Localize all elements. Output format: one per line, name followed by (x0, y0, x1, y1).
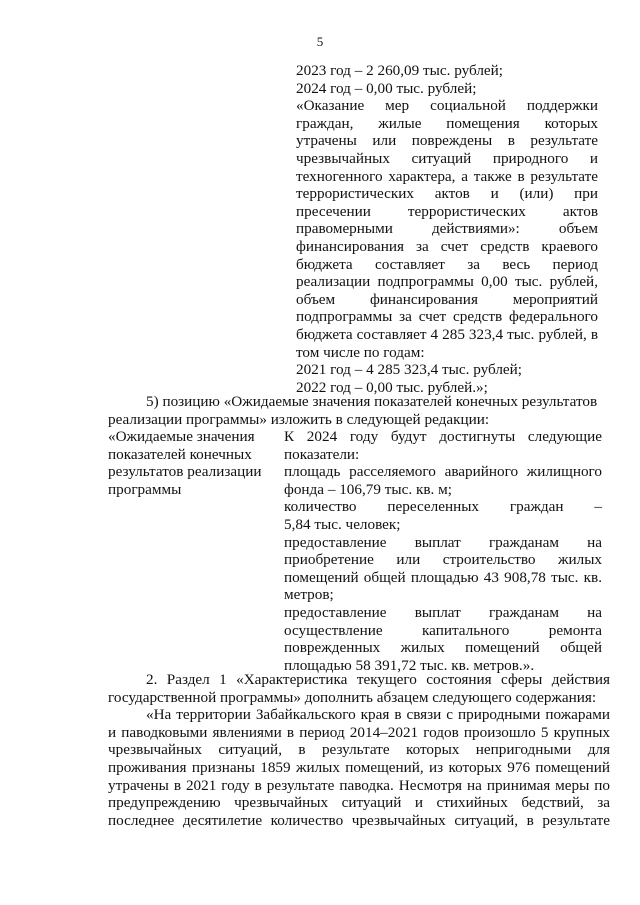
text-line: правомерными действиями»: объем (296, 220, 598, 238)
text-line: объем финансирования мероприятий (296, 290, 598, 308)
paragraph-line: и паводковыми явлениями в период 2014–2021 годов произошло 5 крупных (108, 723, 610, 741)
paragraph-line: предупреждению чрезвычайных ситуаций и стихийных бедствий, за (108, 794, 610, 812)
paragraph-line: 2. Раздел 1 «Характеристика текущего состояния сферы действия (146, 671, 610, 688)
text-line: том числе по годам: (296, 343, 425, 361)
text-line: чрезвычайных ситуаций природного и (296, 150, 598, 167)
table-value-line: площадью 58 391,72 тыс. кв. метров.». (284, 656, 535, 674)
table-value-line: помещений общей площадью 43 908,78 тыс. кв. (284, 568, 602, 586)
text-line: «Оказание мер социальной поддержки (296, 97, 598, 115)
text-line: 2023 год – 2 260,09 тыс. рублей; (296, 62, 504, 79)
table-label-line: результатов реализации (108, 463, 262, 481)
table-value-line: осуществление капитального ремонта (284, 621, 602, 639)
table-value-line: показатели: (284, 445, 360, 463)
text-line: реализации подпрограммы 0,00 тыс. рублей, (296, 273, 598, 291)
table-value-line: приобретение или строительство жилых (284, 551, 602, 569)
table-label-line: «Ожидаемые значения (108, 428, 255, 445)
text-line: бюджета составляет 4 285 323,4 тыс. рублей, в (296, 326, 598, 343)
paragraph-line: реализации программы» изложить в следующей редакции: (108, 410, 490, 428)
paragraph-line: государственной программы» дополнить абзацем следующего содержания: (108, 688, 597, 706)
paragraph-line: утрачены в 2021 году в результате паводка. Несмотря на принимая меры по (108, 776, 610, 794)
text-line: финансирования за счет средств краевого (296, 238, 598, 255)
table-label-line: показателей конечных (108, 445, 252, 463)
table-value-line: предоставление выплат гражданам на (284, 604, 602, 621)
text-line: пресечении террористических актов (296, 202, 598, 220)
paragraph-line: проживания признаны 1859 жилых помещений, из которых 976 помещений (108, 759, 610, 776)
table-value-line: поврежденных жилых помещений общей (284, 639, 602, 657)
text-line: подпрограммы за счет средств федерального (296, 308, 598, 326)
table-value-line: метров; (284, 586, 334, 604)
text-line: бюджета составляет за весь период (296, 255, 598, 273)
table-value-line: предоставление выплат гражданам на (284, 533, 602, 551)
text-line: 2022 год – 0,00 тыс. рублей.»; (296, 378, 488, 396)
page-number: 5 (316, 34, 324, 49)
text-line: 2021 год – 4 285 323,4 тыс. рублей; (296, 361, 523, 379)
paragraph-line: «На территории Забайкальского края в связи с природными пожарами (146, 706, 610, 724)
text-line: граждан, жилые помещения которых (296, 114, 598, 132)
table-value-line: К 2024 году будут достигнуты следующие (284, 428, 602, 445)
text-line: утрачены или повреждены в результате (296, 132, 598, 150)
table-value-line: площадь расселяемого аварийного жилищного (284, 463, 602, 481)
text-line: техногенного характера, а также в результате (296, 167, 598, 185)
table-value-line: 5,84 тыс. человек; (284, 516, 401, 533)
paragraph-line: 5) позицию «Ожидаемые значения показателей конечных результатов (146, 393, 598, 410)
paragraph-line: последнее десятилетие количество чрезвычайных ситуаций, в результате (108, 811, 610, 829)
text-line: террористических актов и (или) при (296, 185, 598, 203)
table-value-line: фонда – 106,79 тыс. кв. м; (284, 480, 452, 498)
table-label-line: программы (108, 480, 182, 498)
table-value-line: количество переселенных граждан – (284, 498, 602, 516)
text-line: 2024 год – 0,00 тыс. рублей; (296, 79, 477, 97)
paragraph-line: чрезвычайных ситуаций, в результате которых непригодными для (108, 741, 610, 759)
